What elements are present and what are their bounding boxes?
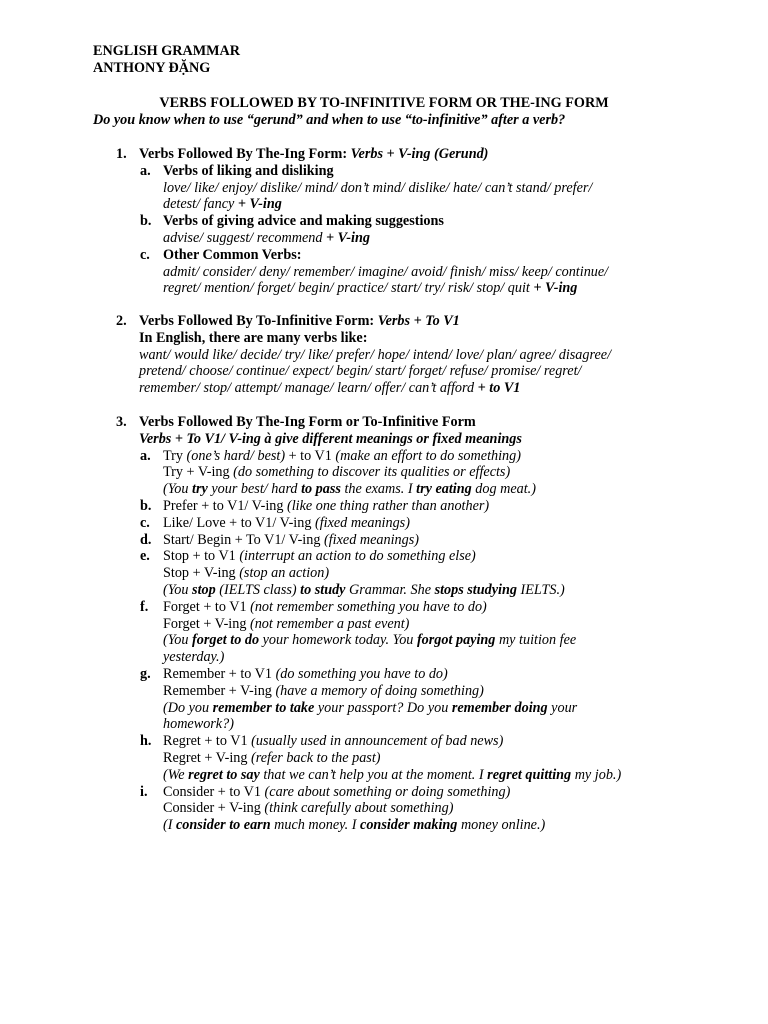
verb-list: [116, 347, 716, 397]
section-number: 3.: [116, 414, 127, 430]
verb-pattern: Consider + V-ing: [163, 800, 265, 817]
verb-pattern: Regret + to V1: [163, 733, 252, 750]
example-highlight: consider to earn: [176, 817, 271, 834]
example-text: (Do you: [163, 699, 213, 716]
item-line: [163, 532, 716, 549]
item-line: [163, 565, 716, 582]
section-subheading: In English, there are many verbs like:: [139, 329, 368, 346]
item-text: advise/ suggest/ recommend: [163, 229, 326, 246]
verb-pattern: + to V1: [285, 447, 336, 464]
item-letter: c.: [140, 514, 150, 531]
item-line: [163, 666, 716, 683]
section-heading: [116, 146, 716, 163]
example-text: your: [547, 699, 578, 716]
verb-pattern: Forget + to V1: [163, 598, 251, 615]
meaning-note: (stop an action): [239, 565, 330, 582]
example-sentence: [163, 632, 716, 649]
example-text: (You: [163, 632, 193, 649]
section-heading-formula: Verbs + To V1: [377, 313, 460, 329]
list-item: [116, 498, 716, 515]
section-number: 1.: [116, 146, 127, 162]
example-highlight: to pass: [301, 481, 341, 498]
example-text: (You: [163, 481, 193, 498]
meaning-note: (fixed meanings): [324, 531, 419, 548]
list-item: [116, 532, 716, 549]
section-2: [116, 313, 716, 397]
example-text: the exams. I: [340, 481, 417, 498]
meaning-note: (like one thing rather than another): [287, 497, 490, 514]
example-sentence: [163, 481, 716, 498]
header-subject: ENGLISH GRAMMAR: [93, 43, 241, 59]
header-author: ANTHONY ĐẶNG: [93, 60, 211, 76]
item-formula: + to V1: [477, 380, 521, 397]
section-3: [116, 414, 716, 834]
verb-pattern: Remember + to V1: [163, 665, 276, 682]
verb-list-line: want/ would like/ decide/ try/ like/ prefer/ hope/ intend/ love/ plan/ agree/ disagree/: [139, 346, 612, 363]
list-item: [116, 247, 716, 297]
example-text: your best/ hard: [207, 481, 302, 498]
verb-pattern: Consider + to V1: [163, 783, 265, 800]
meaning-note: (usually used in announcement of bad news): [251, 733, 504, 750]
example-text: your passport? Do you: [314, 699, 452, 716]
meaning-note: (do something to discover its qualities or effects): [233, 464, 511, 481]
example-sentence: yesterday.): [163, 649, 225, 666]
item-heading: Verbs of liking and disliking: [163, 162, 334, 179]
item-line: [163, 733, 716, 750]
section-3-items: [116, 448, 716, 834]
list-item: [116, 163, 716, 213]
section-heading-formula: Verbs + V-ing (Gerund): [350, 146, 489, 162]
item-formula: + V-ing: [533, 280, 578, 297]
list-item: [116, 515, 716, 532]
list-item: [116, 666, 716, 733]
example-sentence: [163, 767, 716, 784]
example-sentence: [163, 700, 716, 717]
example-sentence: [163, 817, 716, 834]
section-heading-text: Verbs Followed By The-Ing Form or To-Infinitive Form: [139, 414, 476, 430]
example-highlight: consider making: [360, 817, 458, 834]
section-heading: [116, 414, 716, 431]
verb-pattern: Regret + V-ing: [163, 749, 251, 766]
document-title: VERBS FOLLOWED BY TO-INFINITIVE FORM OR THE-ING FORM: [159, 95, 609, 111]
item-line: [163, 548, 716, 565]
list-item: [116, 548, 716, 598]
item-letter: d.: [140, 531, 152, 548]
item-text: love/ like/ enjoy/ dislike/ mind/ don’t mind/ dislike/ hate/ can’t stand/ prefer/: [163, 179, 593, 196]
item-heading: Verbs of giving advice and making suggestions: [163, 213, 444, 230]
example-text: (IELTS class): [215, 581, 301, 598]
item-line: [163, 515, 716, 532]
item-line: [163, 599, 716, 616]
example-text: much money. I: [270, 817, 361, 834]
item-letter: a.: [140, 162, 151, 179]
verb-list-line: pretend/ choose/ continue/ expect/ begin/ start/ forget/ refuse/ promise/ regret/: [139, 363, 582, 380]
example-highlight: stop: [192, 581, 216, 598]
meaning-note: (care about something or doing something): [264, 783, 511, 800]
verb-pattern: Remember + V-ing: [163, 682, 276, 699]
section-heading-text: Verbs Followed By The-Ing Form:: [139, 146, 351, 162]
item-line: [163, 800, 716, 817]
meaning-note: (refer back to the past): [251, 749, 381, 766]
example-highlight: regret quitting: [487, 766, 572, 783]
list-item: [116, 448, 716, 498]
verb-pattern: Forget + V-ing: [163, 615, 250, 632]
verb-pattern: Stop + V-ing: [163, 565, 240, 582]
section-subheading: Verbs + To V1/ V-ing à give different meanings or fixed meanings: [139, 430, 522, 447]
item-text: detest/ fancy: [163, 196, 238, 213]
item-line: [163, 464, 716, 481]
item-letter: h.: [140, 733, 152, 750]
item-letter: g.: [140, 665, 151, 682]
example-highlight: remember doing: [451, 699, 548, 716]
section-1: [116, 146, 716, 297]
item-letter: b.: [140, 213, 152, 230]
section-number: 2.: [116, 313, 127, 329]
item-letter: a.: [140, 447, 151, 464]
document-subtitle: Do you know when to use “gerund” and when to use “to-infinitive” after a verb?: [93, 112, 566, 128]
example-highlight: forgot paying: [416, 632, 496, 649]
verb-pattern: Start/ Begin + To V1/ V-ing: [163, 531, 324, 548]
item-letter: e.: [140, 548, 150, 565]
example-highlight: forget to do: [192, 632, 260, 649]
item-letter: b.: [140, 497, 152, 514]
section-heading-text: Verbs Followed By To-Infinitive Form:: [139, 313, 378, 329]
item-letter: f.: [140, 598, 149, 615]
item-heading: Other Common Verbs:: [163, 246, 302, 263]
verb-pattern: Try + V-ing: [163, 464, 234, 481]
example-text: your homework today. You: [259, 632, 417, 649]
meaning-note: (have a memory of doing something): [275, 682, 484, 699]
meaning-note: (think carefully about something): [264, 800, 454, 817]
item-line: [163, 448, 716, 465]
example-text: (I: [163, 817, 176, 834]
verb-pattern: Try: [163, 447, 187, 464]
list-item: [116, 599, 716, 666]
example-highlight: try: [192, 481, 208, 498]
meaning-note: (fixed meanings): [314, 514, 410, 531]
example-highlight: remember to take: [212, 699, 315, 716]
item-text: regret/ mention/ forget/ begin/ practice/ start/ try/ risk/ stop/ quit: [163, 280, 534, 297]
example-text: that we can’t help you at the moment. I: [259, 766, 488, 783]
list-item: [116, 213, 716, 247]
meaning-note: (one’s hard/ best): [186, 447, 286, 464]
example-highlight: regret to say: [188, 766, 260, 783]
item-formula: + V-ing: [326, 229, 370, 246]
example-text: dog meat.): [471, 481, 536, 498]
list-item: [116, 784, 716, 834]
example-text: (We: [163, 766, 189, 783]
example-text: my job.): [571, 766, 622, 783]
meaning-note: (not remember something you have to do): [250, 598, 487, 615]
meaning-note: (interrupt an action to do something else): [239, 548, 476, 565]
example-sentence: [163, 582, 716, 599]
verb-list-line: remember/ stop/ attempt/ manage/ learn/ offer/ can’t afford: [139, 380, 478, 397]
verb-pattern: Like/ Love + to V1/ V-ing: [163, 514, 315, 531]
item-letter: c.: [140, 246, 150, 263]
item-line: [163, 750, 716, 767]
meaning-note: (not remember a past event): [249, 615, 410, 632]
example-text: IELTS.): [516, 581, 565, 598]
example-text: (You: [163, 581, 193, 598]
example-sentence: homework?): [163, 716, 234, 733]
example-text: money online.): [457, 817, 546, 834]
example-highlight: stops studying: [434, 581, 517, 598]
verb-pattern: Prefer + to V1/ V-ing: [163, 497, 287, 514]
item-line: [163, 616, 716, 633]
item-line: [163, 498, 716, 515]
item-line: [163, 784, 716, 801]
example-highlight: try eating: [416, 481, 472, 498]
item-formula: + V-ing: [237, 196, 282, 213]
example-text: Grammar. She: [345, 581, 435, 598]
item-line: [163, 683, 716, 700]
example-highlight: to study: [300, 581, 346, 598]
item-text: admit/ consider/ deny/ remember/ imagine/ avoid/ finish/ miss/ keep/ continue/: [163, 263, 609, 280]
example-text: my tuition fee: [495, 632, 577, 649]
meaning-note: (make an effort to do something): [335, 447, 521, 464]
verb-pattern: Stop + to V1: [163, 548, 240, 565]
item-letter: i.: [140, 783, 148, 800]
list-item: [116, 733, 716, 783]
section-heading: [116, 313, 716, 330]
meaning-note: (do something you have to do): [275, 665, 448, 682]
